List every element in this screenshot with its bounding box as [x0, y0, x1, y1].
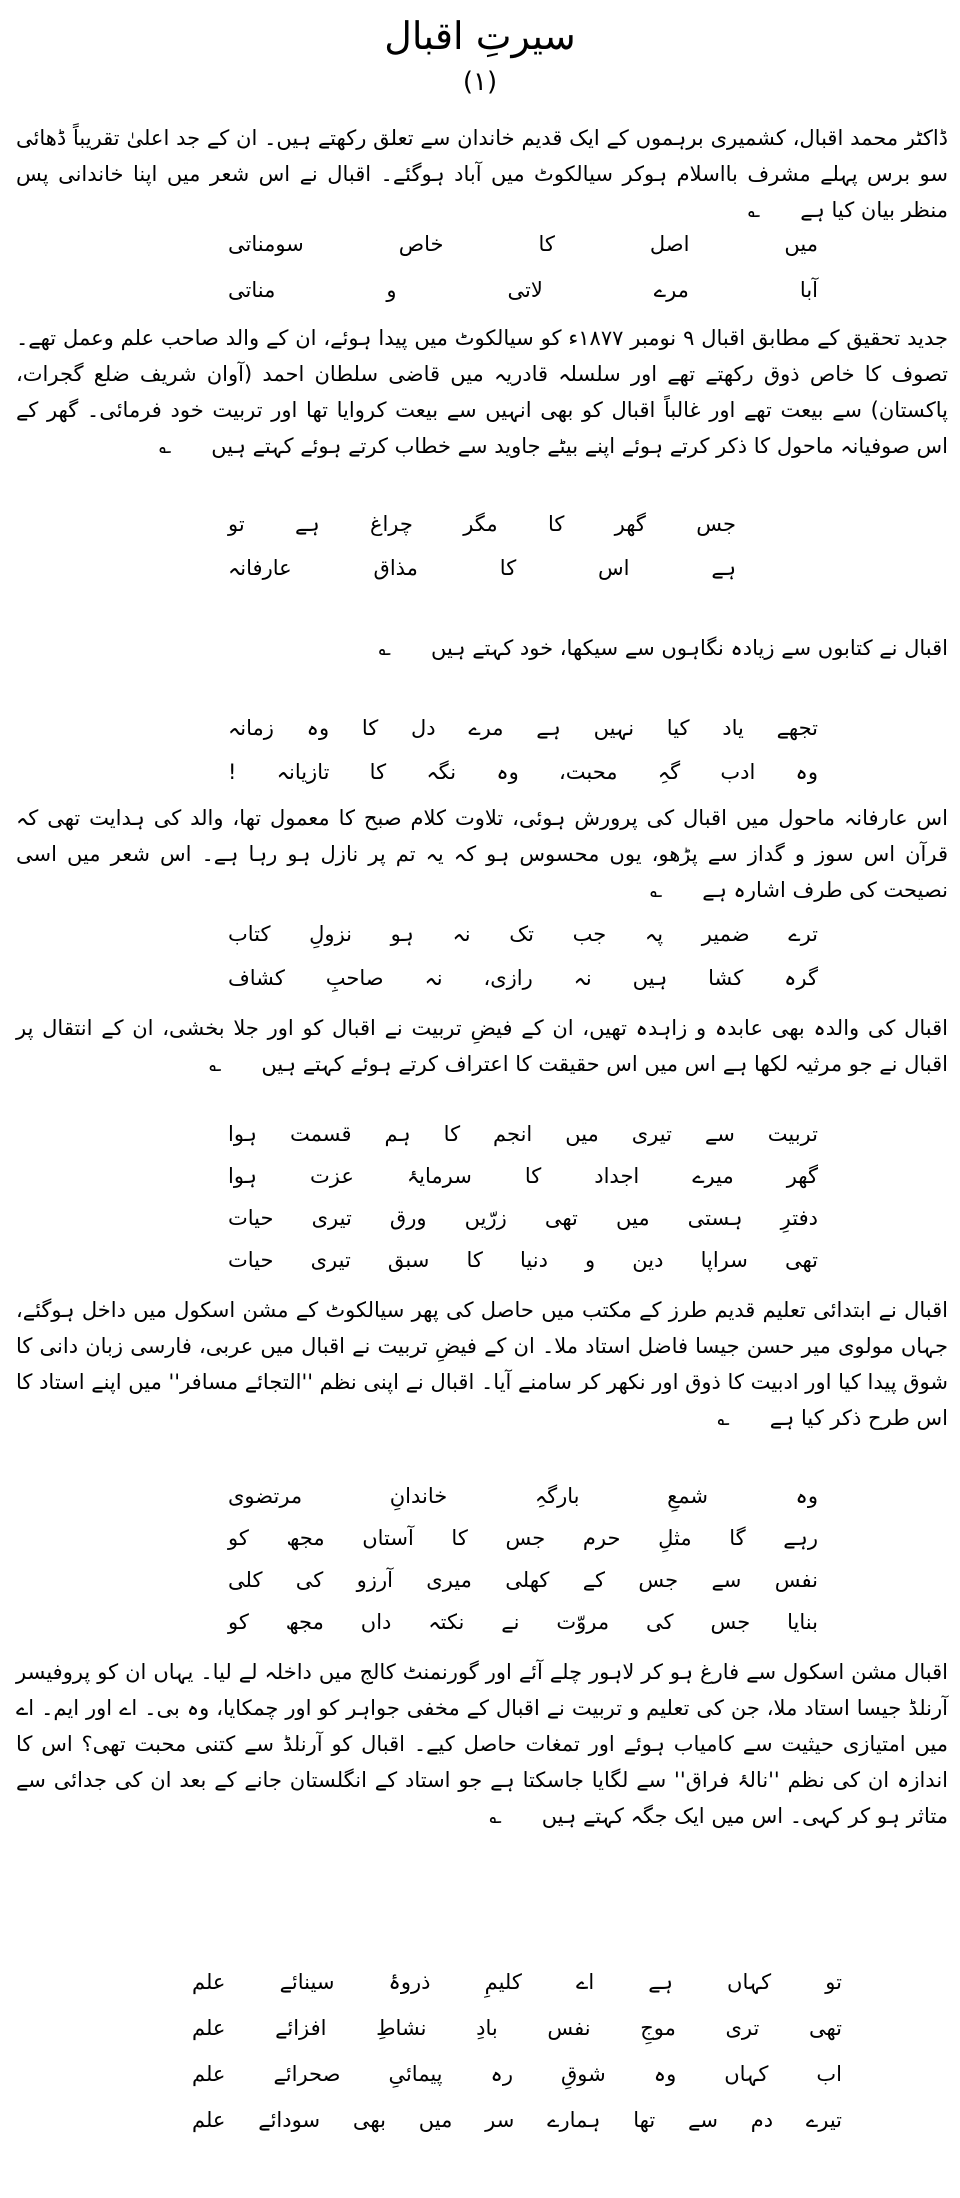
verse-sign: ؎	[747, 198, 761, 222]
paragraph-3	[16, 630, 948, 666]
section-number: (۱)	[462, 67, 498, 97]
paragraph-text: اقبال مشن اسکول سے فارغ ہو کر لاہور چلے آئے اور گورنمنٹ کالج میں داخلہ لے لیا۔ یہاں ان کو پروفیسر آرنلڈ جیسا استاد ملا، جن کی تعلیم و تربیت نے اقبال کے مخفی جواہر کو اور چمکایا، وہ بی۔ اے اور ایم۔ اے میں امتیازی حیثیت سے کامیاب ہوئے اور تمغات حاصل کیے۔ اقبال کو آرنلڈ سے کتنی محبت تھی؟ اس کا اندازہ ان کی نظم ''نالۂ فراق'' سے لگایا جاسکتا ہے جو استاد کے انگلستان جانے کے بعد ان کی جدائی سے متاثر ہو کر کہی۔ اس میں ایک جگہ کہتے ہیں	[16, 1660, 948, 1828]
verse-line: دفترِ ہستی میں تھی زرّیں ورق تیری حیات	[228, 1206, 818, 1230]
verse-sign: ؎	[489, 1804, 502, 1828]
paragraph-7	[16, 1654, 948, 1834]
verse-line: گرہ کشا ہیں نہ رازی، نہ صاحبِ کشاف	[228, 966, 818, 990]
verse-line: نفس سے جس کے کھلی میری آرزو کی کلی	[228, 1568, 818, 1592]
paragraph-4	[16, 800, 948, 908]
verse-line: تھی سراپا دین و دنیا کا سبق تیری حیات	[228, 1248, 818, 1272]
verse-line: اب کہاں وہ شوقِ رہ پیمائیِ صحرائے علم	[192, 2062, 842, 2086]
paragraph-6	[16, 1292, 948, 1436]
verse-line: جس گھر کا مگر چراغ ہے تو	[228, 512, 736, 536]
verse-line: وہ ادب گہِ محبت، وہ نگہ کا تازیانہ !	[228, 760, 818, 784]
verse-line: رہے گا مثلِ حرم جس کا آستاں مجھ کو	[228, 1526, 818, 1550]
verse-sign: ؎	[649, 878, 663, 902]
verse-line: آبا مرے لاتی و مناتی	[228, 278, 818, 302]
verse-line: تیرے دم سے تھا ہمارے سر میں بھی سودائے علم	[192, 2108, 842, 2132]
verse-line: تھی تری موجِ نفس بادِ نشاطِ افزائے علم	[192, 2016, 842, 2040]
verse-sign: ؎	[209, 1052, 222, 1076]
paragraph-text: اس عارفانہ ماحول میں اقبال کی پرورش ہوئی، تلاوت کلام صبح کا معمول تھا، والد کی ہدایت تھی کہ قرآن اس سوز و گداز سے پڑھو، یوں محسوس ہو کہ یہ تم پر نازل ہو رہا ہے۔ اس شعر میں اسی نصیحت کی طرف اشارہ ہے	[16, 806, 948, 902]
verse-line: تربیت سے تیری میں انجم کا ہم قسمت ہوا	[228, 1122, 818, 1146]
paragraph-text: اقبال کی والدہ بھی عابدہ و زاہدہ تھیں، ان کے فیضِ تربیت نے اقبال کو اور جلا بخشی، ان کے انتقال پر اقبال نے جو مرثیہ لکھا ہے اس میں اس حقیقت کا اعتراف کرتے ہوئے کہتے ہیں	[16, 1016, 948, 1076]
verse-line: میں اصل کا خاص سومناتی	[228, 232, 818, 256]
verse-line: بنایا جس کی مروّت نے نکتہ داں مجھ کو	[228, 1610, 818, 1634]
verse-line: ہے اس کا مذاق عارفانہ	[228, 556, 736, 580]
paragraph-2	[16, 320, 948, 464]
verse-sign: ؎	[378, 636, 391, 660]
paragraph-text: جدید تحقیق کے مطابق اقبال ۹ نومبر ۱۸۷۷ء کو سیالکوٹ میں پیدا ہوئے، ان کے والد صاحب علم وعمل تھے۔ تصوف کا خاص ذوق رکھتے تھے اور سلسلہ قادریہ میں قاضی سلطان احمد (آوان شریف ضلع گجرات، پاکستان) سے بیعت تھے اور غالباً اقبال کو بھی انہیں سے بیعت کروایا تھا اور تربیت خود فرمائی۔ گھر کے اس صوفیانہ ماحول کا ذکر کرتے ہوئے اپنے بیٹے جاوید سے خطاب کرتے ہوئے کہتے ہیں	[16, 326, 948, 458]
verse-line: تو کہاں ہے اے کلیمِ ذروۂ سینائے علم	[192, 1970, 842, 1994]
paragraph-5	[16, 1010, 948, 1082]
verse-line: وہ شمعِ بارگہِ خاندانِ مرتضوی	[228, 1484, 818, 1508]
paragraph-1	[16, 120, 948, 228]
page-title: سیرتِ اقبال	[384, 14, 576, 58]
verse-line: تجھے یاد کیا نہیں ہے مرے دل کا وہ زمانہ	[228, 716, 818, 740]
verse-line: گھر میرے اجداد کا سرمایۂ عزت ہوا	[228, 1164, 818, 1188]
paragraph-text: اقبال نے ابتدائی تعلیم قدیم طرز کے مکتب میں حاصل کی پھر سیالکوٹ کے مشن اسکول میں داخل ہوگئے، جہاں مولوی میر حسن جیسا فاضل استاد ملا۔ ان کے فیضِ تربیت نے اقبال میں عربی، فارسی زبان دانی کا شوق پیدا کیا اور ادبیت کا ذوق اور نکھر کر سامنے آیا۔ اقبال نے اپنی نظم ''التجائے مسافر'' میں اپنے استاد کا اس طرح ذکر کیا ہے	[16, 1298, 948, 1430]
verse-sign: ؎	[717, 1406, 730, 1430]
verse-line: ترے ضمیر پہ جب تک نہ ہو نزولِ کتاب	[228, 922, 818, 946]
paragraph-text: اقبال نے کتابوں سے زیادہ نگاہوں سے سیکھا، خود کہتے ہیں	[430, 636, 948, 660]
verse-sign: ؎	[158, 434, 172, 458]
paragraph-text: ڈاکٹر محمد اقبال، کشمیری برہموں کے ایک قدیم خاندان سے تعلق رکھتے ہیں۔ ان کے جد اعلیٰ تقریباً ڈھائی سو برس پہلے مشرف بااسلام ہوکر سیالکوٹ میں آباد ہوگئے۔ اقبال نے اس شعر میں اپنا خاندانی پس منظر بیان کیا ہے	[16, 126, 948, 222]
